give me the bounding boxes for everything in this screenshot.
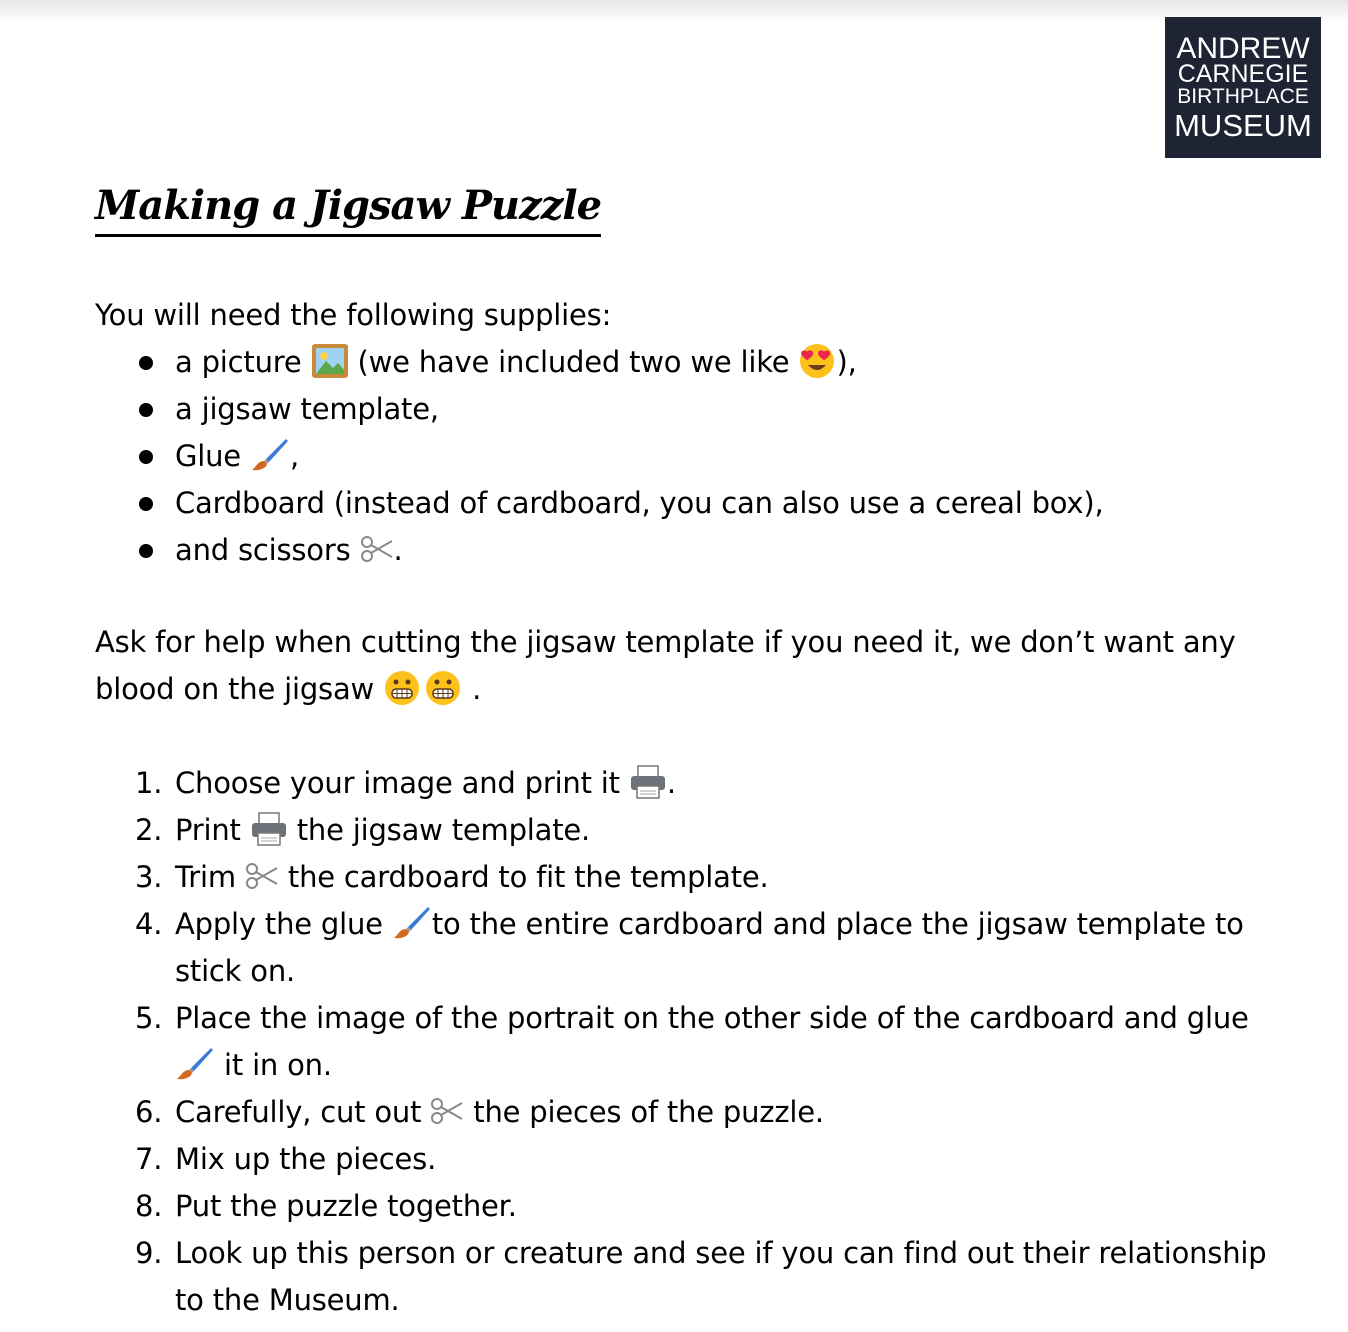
scissors-icon bbox=[245, 862, 279, 890]
step-number: 8. bbox=[135, 1189, 163, 1223]
step-item: 7. Mix up the pieces. bbox=[135, 1136, 1285, 1183]
step-item: 1. Choose your image and print it . bbox=[135, 760, 1285, 807]
supplies-list bbox=[135, 339, 1104, 574]
museum-logo bbox=[1165, 17, 1321, 158]
step-number: 3. bbox=[135, 860, 163, 894]
heart-eyes-icon bbox=[798, 342, 836, 380]
step-item: 8. Put the puzzle together. bbox=[135, 1183, 1285, 1230]
logo-line-3: BIRTHPLACE bbox=[1177, 85, 1309, 108]
step-item: 6. Carefully, cut out the pieces of the puzzle. bbox=[135, 1089, 1285, 1136]
bullet-icon bbox=[139, 356, 153, 370]
bullet-icon bbox=[139, 450, 153, 464]
step-item: 4. Apply the glue to the entire cardboard and place the jigsaw template to stick on. bbox=[135, 901, 1285, 995]
step-number: 2. bbox=[135, 813, 163, 847]
step-number: 1. bbox=[135, 766, 163, 800]
supply-item-picture: a picture (we have included two we like ), bbox=[135, 339, 1104, 386]
logo-line-4: MUSEUM bbox=[1174, 108, 1312, 143]
printer-icon bbox=[250, 811, 288, 847]
printer-icon bbox=[629, 764, 667, 800]
supply-item-template: a jigsaw template, bbox=[135, 386, 1104, 433]
supply-item-cardboard: Cardboard (instead of cardboard, you can also use a cereal box), bbox=[135, 480, 1104, 527]
help-note: Ask for help when cutting the jigsaw template if you need it, we don’t want any blood on the jigsaw . bbox=[95, 625, 1236, 706]
paintbrush-icon bbox=[250, 437, 290, 473]
step-number: 9. bbox=[135, 1236, 163, 1270]
step-number: 6. bbox=[135, 1095, 163, 1129]
logo-line-2: CARNEGIE bbox=[1177, 60, 1309, 88]
bullet-icon bbox=[139, 403, 153, 417]
supplies-intro: You will need the following supplies: bbox=[95, 298, 612, 332]
step-number: 7. bbox=[135, 1142, 163, 1176]
steps-list bbox=[135, 760, 1285, 1324]
scissors-icon bbox=[360, 535, 394, 563]
step-number: 4. bbox=[135, 907, 163, 941]
page-title: Making a Jigsaw Puzzle bbox=[95, 178, 601, 237]
supply-item-scissors: and scissors . bbox=[135, 527, 1104, 574]
framed-picture-icon bbox=[311, 343, 349, 379]
scissors-icon bbox=[430, 1097, 464, 1125]
grimacing-face-icon bbox=[383, 669, 463, 707]
step-item: 5. Place the image of the portrait on the other side of the cardboard and glue it in on. bbox=[135, 995, 1285, 1089]
step-item: 2. Print the jigsaw template. bbox=[135, 807, 1285, 854]
paintbrush-icon bbox=[175, 1046, 215, 1082]
bullet-icon bbox=[139, 544, 153, 558]
step-item: 9. Look up this person or creature and see if you can find out their relationship to the Museum. bbox=[135, 1230, 1285, 1324]
page-top-shadow bbox=[0, 0, 1348, 22]
bullet-icon bbox=[139, 497, 153, 511]
supply-item-glue: Glue , bbox=[135, 433, 1104, 480]
logo-line-1: ANDREW bbox=[1176, 32, 1310, 65]
step-item: 3. Trim the cardboard to fit the template. bbox=[135, 854, 1285, 901]
step-number: 5. bbox=[135, 1001, 163, 1035]
paintbrush-icon bbox=[392, 905, 432, 941]
